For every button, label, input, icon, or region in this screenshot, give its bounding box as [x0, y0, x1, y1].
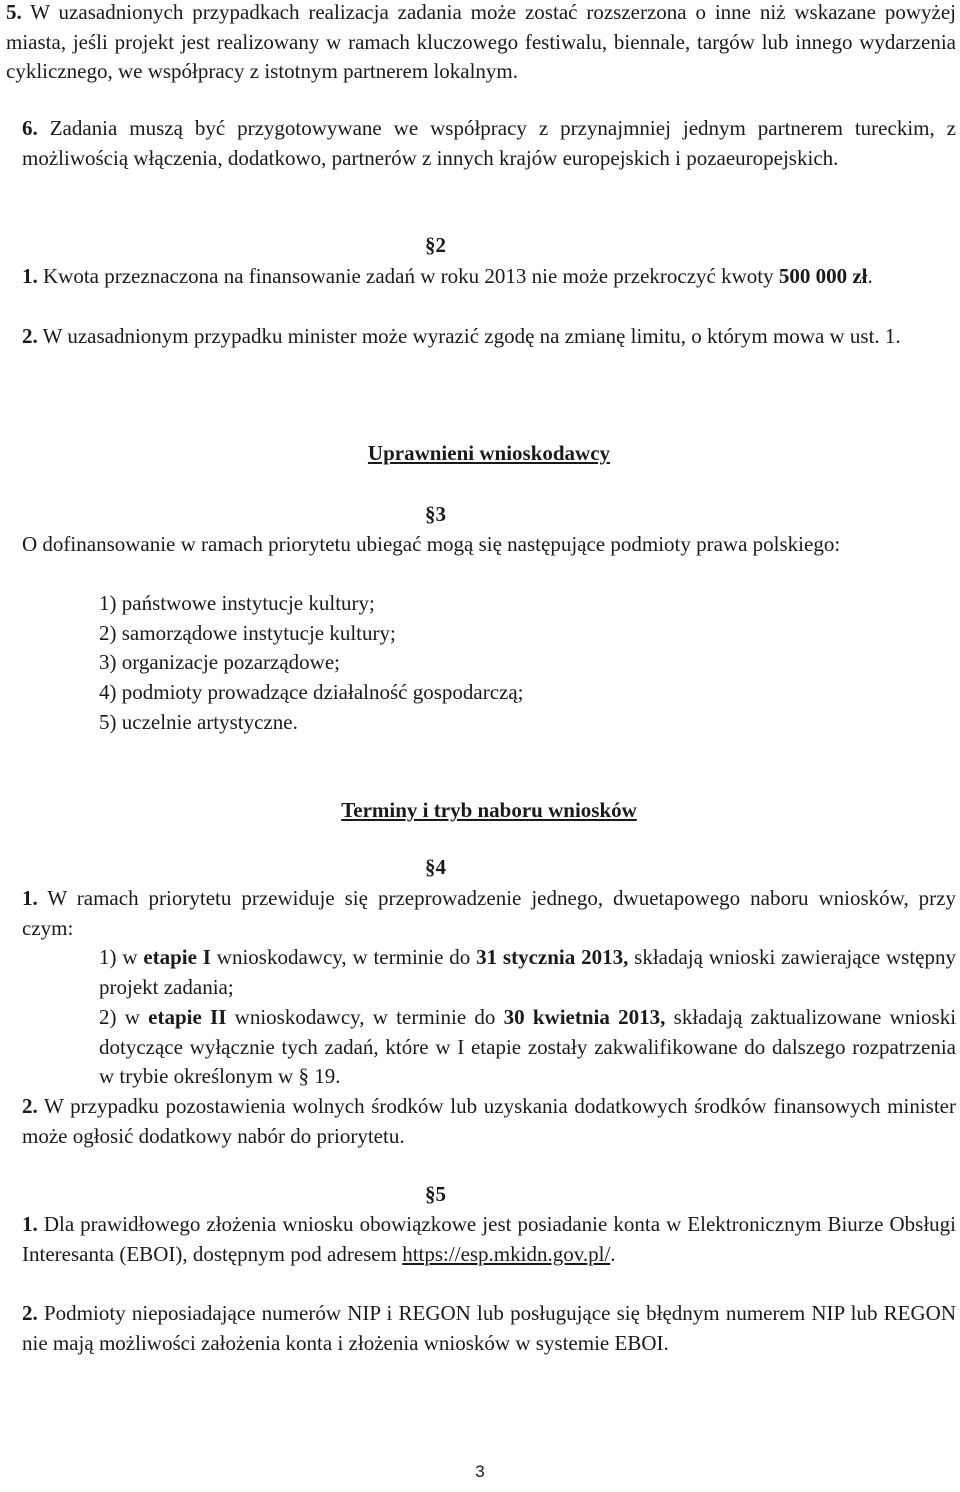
item-text: W uzasadnionym przypadku minister może wyrazić zgodę na zmianę limitu, o którym mowa w ust. 1.: [42, 324, 901, 348]
item-number: 1.: [22, 1212, 38, 1236]
item-text: W ramach priorytetu przewiduje się przeprowadzenie jednego, dwuetapowego naboru wniosków, przy czym:: [22, 886, 956, 940]
section-number: 5: [435, 1182, 446, 1206]
section-number: 4: [435, 855, 446, 879]
item-number: 1.: [22, 264, 38, 288]
amount: 500 000 zł: [778, 264, 868, 288]
section-2-item-1: [22, 262, 956, 292]
item-text: Dla prawidłowego złożenia wniosku obowiązkowe jest posiadanie konta w Elektronicznym Biurze Obsługi Interesanta (EBOI), dostępnym pod adresem: [22, 1212, 956, 1266]
section-symbol: §: [425, 855, 436, 879]
section-mark-3: [425, 500, 446, 530]
paragraph-text: Zadania muszą być przygotowywane we współpracy z przynajmniej jednym partnerem tureckim, z możliwością włączenia, dodatkowo, partnerów z innych krajów europejskich i pozaeuropejskich.: [22, 116, 956, 170]
section-number: 3: [435, 502, 446, 526]
deadline-date: 31 stycznia 2013,: [476, 945, 629, 969]
stage-label: etapie I: [143, 945, 211, 969]
heading-terms: Terminy i tryb naboru wniosków: [341, 798, 637, 822]
item-end: .: [867, 264, 873, 288]
section-5-item-2: [22, 1299, 956, 1358]
sub-item-text: wnioskodawcy, w terminie do: [234, 1005, 496, 1029]
list-item: 5) uczelnie artystyczne.: [99, 709, 298, 734]
paragraph-text: W uzasadnionych przypadkach realizacja zadania może zostać rozszerzona o inne niż wskazane powyżej miasta, jeśli projekt jest realizowany w ramach kluczowego festiwalu, biennale, targów lub innego wydarzenia cyklicznego, we współpracy z istotnym partnerem lokalnym.: [6, 0, 957, 84]
section-symbol: §: [425, 1182, 436, 1206]
item-text: Podmioty nieposiadające numerów NIP i REGON lub posługujące się błędnym numerem NIP lub REGON nie mają możliwości założenia konta i złożenia wniosków w systemie EBOI.: [22, 1301, 957, 1355]
page-number: 3: [475, 1462, 485, 1481]
stage-label: etapie II: [148, 1005, 227, 1029]
list-item: 1) państwowe instytucje kultury;: [99, 591, 375, 615]
section-mark-4: [425, 853, 446, 883]
paragraph-number: 6.: [22, 116, 38, 140]
item-end: .: [610, 1241, 616, 1266]
section-symbol: §: [425, 233, 436, 257]
sub-item-prefix: 2) w: [99, 1005, 140, 1029]
paragraph-6: [22, 114, 956, 173]
list-item: 3) organizacje pozarządowe;: [99, 650, 340, 675]
item-text: W przypadku pozostawienia wolnych środków lub uzyskania dodatkowych środków finansowych minister może ogłosić dodatkowy nabór do priorytetu.: [22, 1094, 956, 1148]
sub-item-text: wnioskodawcy, w terminie do: [216, 945, 471, 969]
applicants-list: [22, 589, 956, 738]
item-number: 2.: [22, 324, 38, 348]
item-number: 2.: [22, 1094, 38, 1118]
stage-1-item: [22, 943, 956, 1002]
deadline-date: 30 kwietnia 2013,: [503, 1005, 666, 1029]
sub-item-text: składają zaktualizowane wnioski dotyczące wyłącznie tych zadań, które w I etapie zostały zakwalifikowane do dalszego rozpatrzenia w trybie określonym w § 19.: [99, 1005, 957, 1089]
section-5-item-1: [22, 1210, 956, 1269]
paragraph-5: [6, 0, 956, 87]
eboi-link[interactable]: https://esp.mkidn.gov.pl/: [402, 1241, 611, 1266]
list-item: 2) samorządowe instytucje kultury;: [99, 620, 396, 645]
stage-2-item: [22, 1003, 956, 1092]
paragraph-number: 5.: [6, 0, 22, 24]
heading-applicants: Uprawnieni wnioskodawcy: [367, 441, 611, 465]
section-number: 2: [435, 233, 446, 257]
section-2-item-2: [22, 322, 956, 352]
item-text: Kwota przeznaczona na finansowanie zadań w roku 2013 nie może przekroczyć kwoty: [43, 264, 774, 288]
item-number: 2.: [22, 1301, 38, 1325]
sub-item-prefix: 1) w: [99, 945, 138, 969]
item-number: 1.: [22, 886, 38, 910]
section-mark-5: [425, 1180, 446, 1210]
list-item: 4) podmioty prowadzące działalność gospodarczą;: [99, 680, 524, 705]
section-symbol: §: [425, 502, 436, 526]
section-mark-2: [425, 231, 446, 261]
sub-item-text: składają wnioski zawierające wstępny projekt zadania;: [99, 945, 957, 999]
section-4-item-2: [22, 1092, 956, 1151]
section-4-item-1: [22, 884, 956, 943]
section-3-intro: O dofinansowanie w ramach priorytetu ubiegać mogą się następujące podmioty prawa polskiego:: [22, 532, 841, 556]
